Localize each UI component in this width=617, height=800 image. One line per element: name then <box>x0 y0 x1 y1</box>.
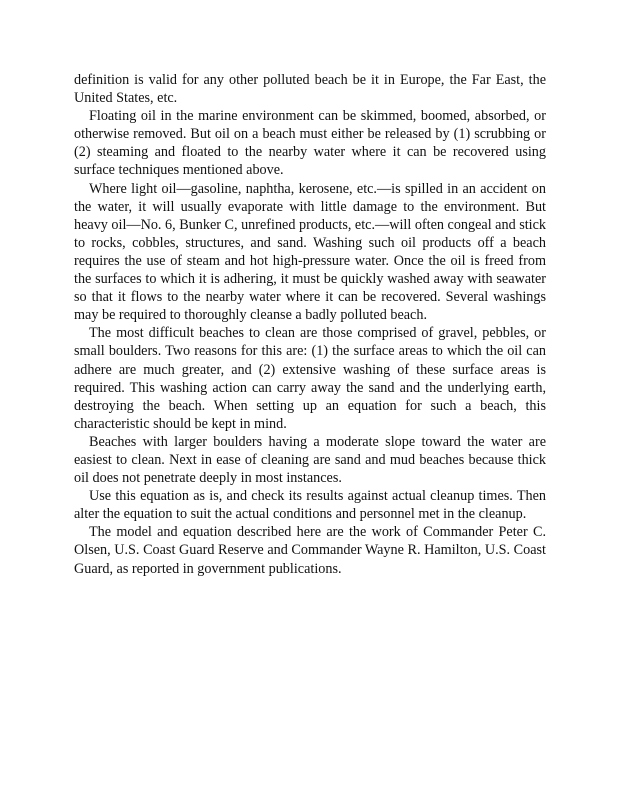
paragraph-attribution: The model and equation described here are the work of Commander Peter C. Olsen, U.S. Coast Guard Reserve and Commander Wayne R. Hamilton, U.S. Coast Guard, as reported in government publications. <box>74 524 546 577</box>
paragraph-continuation: definition is valid for any other polluted beach be it in Europe, the Far East, the United States, etc. <box>74 72 546 107</box>
paragraph-difficult-beaches: The most difficult beaches to clean are those comprised of gravel, pebbles, or small boulders. Two reasons for this are: (1) the surface areas to which the oil can adhere are much greater, and (2) extensive washing of these surface areas is required. This washing action can carry away the sand and the underlying earth, destroying the beach. When setting up an equation for such a beach, this characteristic should be kept in mind. <box>74 325 546 432</box>
document-body <box>74 71 546 578</box>
paragraph-use-equation: Use this equation as is, and check its results against actual cleanup times. Then alter the equation to suit the actual conditions and personnel met in the cleanup. <box>74 488 546 523</box>
paragraph-light-heavy-oil: Where light oil—gasoline, naphtha, kerosene, etc.—is spilled in an accident on the water, it will usually evaporate with little damage to the environment. But heavy oil—No. 6, Bunker C, unrefined products, etc.—will often congeal and stick to rocks, cobbles, structures, and sand. Washing such oil products off a beach requires the use of steam and hot high-pressure water. Once the oil is freed from the surfaces to which it is adhering, it must be quickly washed away with seawater so that it flows to the nearby water where it can be recovered. Several washings may be required to thoroughly cleanse a badly polluted beach. <box>74 180 547 324</box>
paragraph-easiest-beaches: Beaches with larger boulders having a moderate slope toward the water are easiest to clean. Next in ease of cleaning are sand and mud beaches because thick oil does not penetrate deeply in most instances. <box>74 433 546 487</box>
paragraph-floating-oil: Floating oil in the marine environment can be skimmed, boomed, absorbed, or otherwise removed. But oil on a beach must either be released by (1) scrubbing or (2) steaming and floated to the nearby water where it can be recovered using surface techniques mentioned above. <box>74 108 546 179</box>
